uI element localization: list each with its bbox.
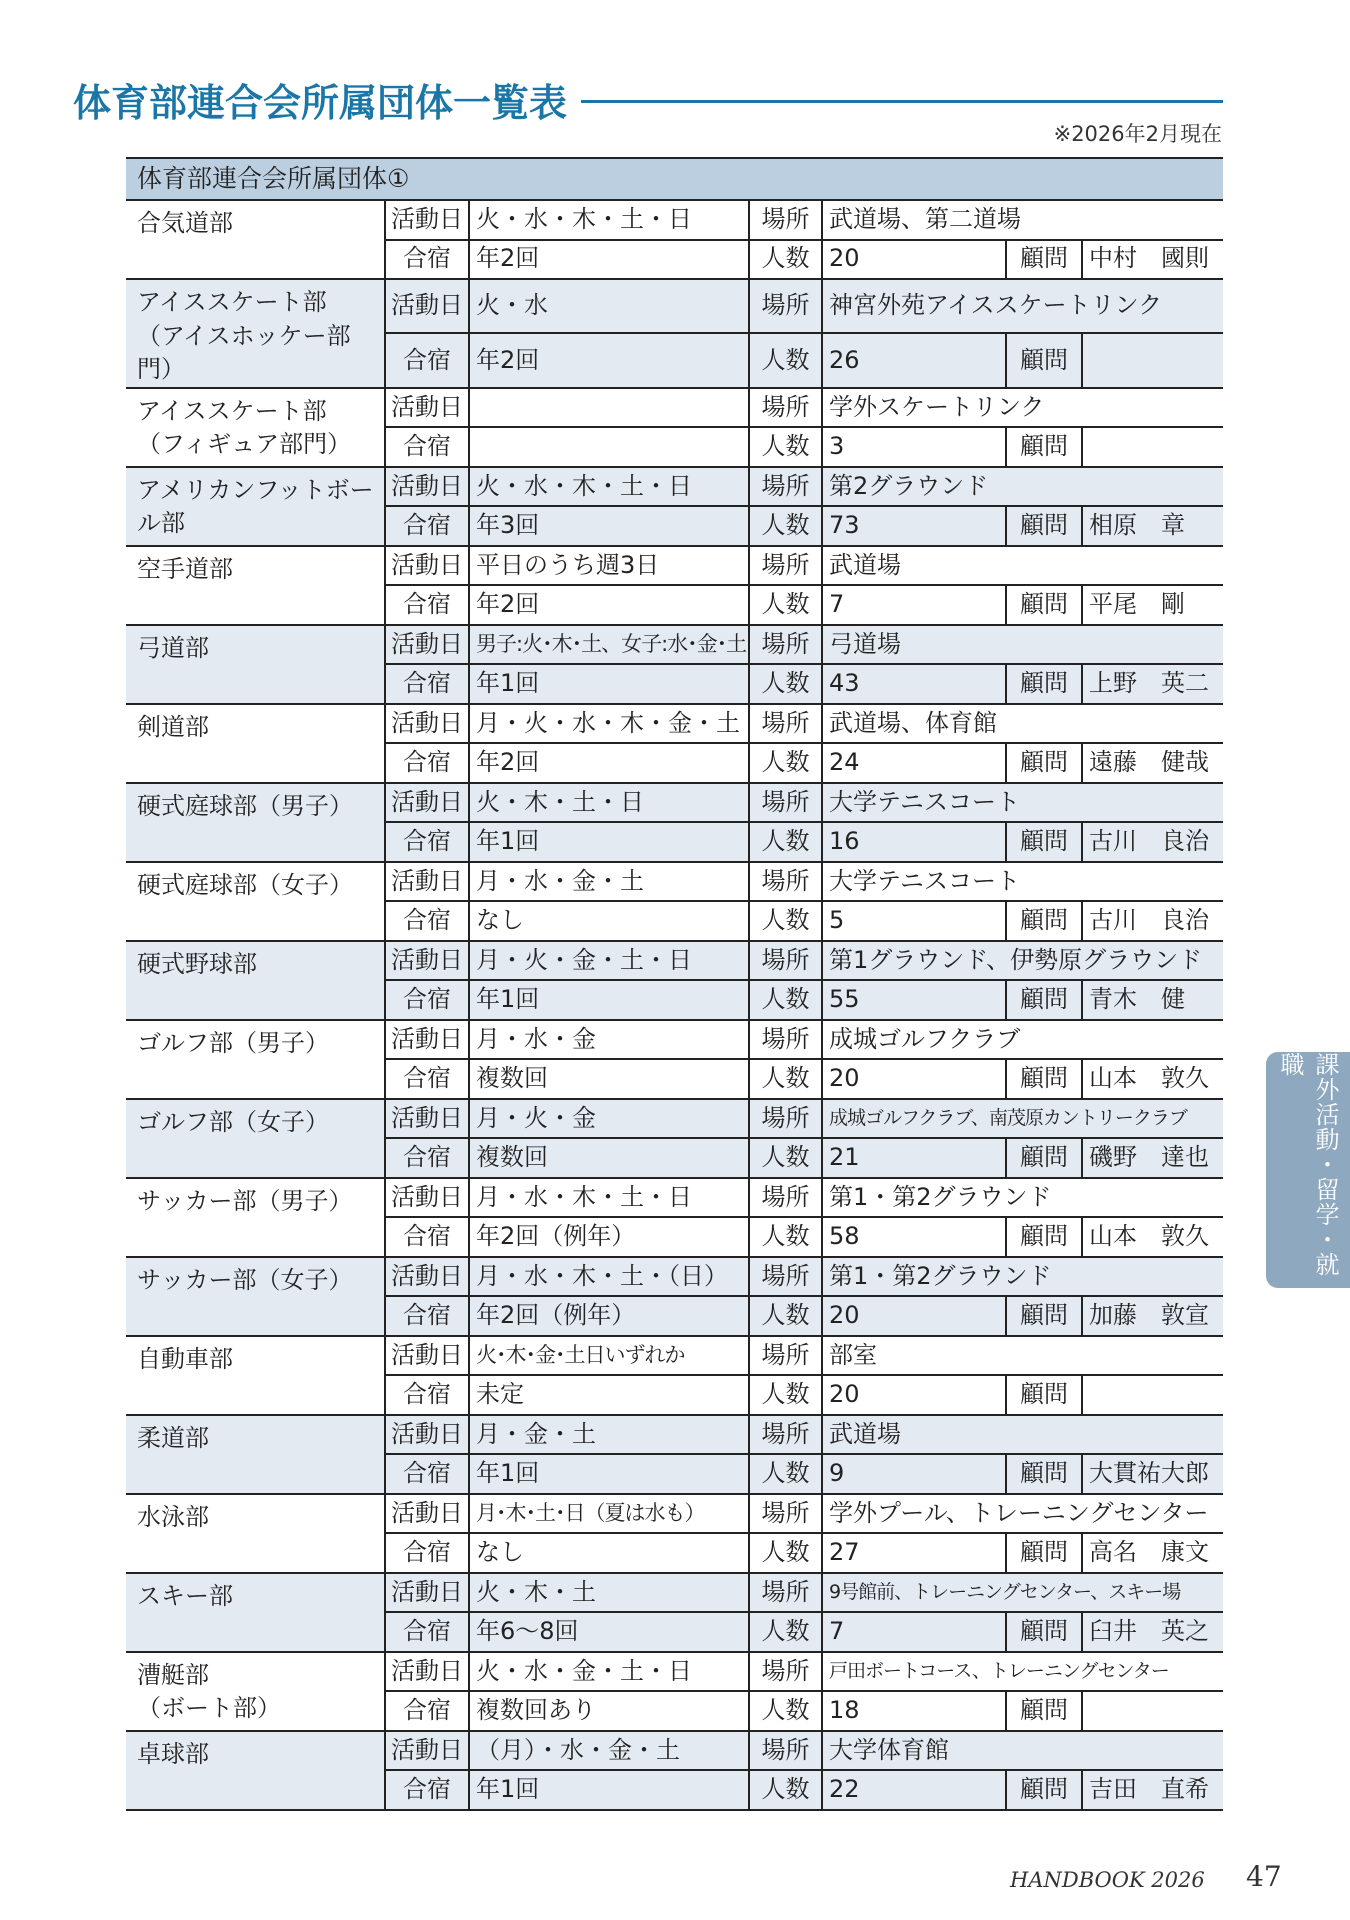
- place-label: 場所: [749, 704, 822, 744]
- advisor-label: 顧問: [1006, 822, 1082, 862]
- activity-days-value: 平日のうち週3日: [469, 546, 749, 586]
- club-row: [126, 1652, 1223, 1692]
- members-label: 人数: [749, 1770, 822, 1810]
- activity-days-label: 活動日: [385, 1731, 469, 1771]
- place-value: 弓道場: [822, 625, 1223, 665]
- activity-days-value: 月・水・木・土・（日）: [469, 1257, 749, 1297]
- place-label: 場所: [749, 1178, 822, 1218]
- activity-days-label: 活動日: [385, 1573, 469, 1613]
- club-row: [126, 546, 1223, 586]
- activity-days-label: 活動日: [385, 200, 469, 240]
- club-row: [126, 1020, 1223, 1060]
- activity-days-value: 月・火・金・土・日: [469, 941, 749, 981]
- members-value: 7: [822, 1612, 1006, 1652]
- camp-value: 年3回: [469, 506, 749, 546]
- place-value: 部室: [822, 1336, 1223, 1376]
- activity-days-label: 活動日: [385, 862, 469, 902]
- activity-days-label: 活動日: [385, 1020, 469, 1060]
- camp-label: 合宿: [385, 585, 469, 625]
- place-value: 第1グラウンド、伊勢原グラウンド: [822, 941, 1223, 981]
- members-value: 73: [822, 506, 1006, 546]
- advisor-value: 山本 敦久: [1082, 1059, 1223, 1099]
- title-rule: [581, 100, 1223, 103]
- club-row: [126, 200, 1223, 240]
- camp-label: 合宿: [385, 1454, 469, 1494]
- place-value: 大学テニスコート: [822, 783, 1223, 823]
- camp-label: 合宿: [385, 1612, 469, 1652]
- club-row: [126, 1336, 1223, 1376]
- activity-days-value: （月）・水・金・土: [469, 1731, 749, 1771]
- members-value: 9: [822, 1454, 1006, 1494]
- place-value: 第1・第2グラウンド: [822, 1178, 1223, 1218]
- place-label: 場所: [749, 467, 822, 507]
- advisor-value: 高名 康文: [1082, 1533, 1223, 1573]
- advisor-label: 顧問: [1006, 1138, 1082, 1178]
- members-value: 20: [822, 1375, 1006, 1415]
- club-name: サッカー部（女子）: [126, 1257, 385, 1336]
- club-name: 空手道部: [126, 546, 385, 625]
- members-value: 16: [822, 822, 1006, 862]
- page-header: [73, 72, 1223, 127]
- place-value: 神宮外苑アイススケートリンク: [822, 279, 1223, 333]
- activity-days-label: 活動日: [385, 388, 469, 428]
- advisor-label: 顧問: [1006, 743, 1082, 783]
- members-label: 人数: [749, 1454, 822, 1494]
- activity-days-label: 活動日: [385, 546, 469, 586]
- activity-days-label: 活動日: [385, 1415, 469, 1455]
- place-value: 第1・第2グラウンド: [822, 1257, 1223, 1297]
- members-value: 21: [822, 1138, 1006, 1178]
- place-label: 場所: [749, 1415, 822, 1455]
- place-value: 武道場、体育館: [822, 704, 1223, 744]
- activity-days-value: 月・水・金: [469, 1020, 749, 1060]
- place-label: 場所: [749, 546, 822, 586]
- activity-days-label: 活動日: [385, 941, 469, 981]
- club-row: [126, 1257, 1223, 1297]
- members-value: 20: [822, 1296, 1006, 1336]
- place-label: 場所: [749, 1494, 822, 1534]
- place-label: 場所: [749, 1020, 822, 1060]
- club-row: [126, 1178, 1223, 1218]
- advisor-value: 山本 敦久: [1082, 1217, 1223, 1257]
- members-value: 24: [822, 743, 1006, 783]
- activity-days-value: 月・火・水・木・金・土: [469, 704, 749, 744]
- camp-value: 年2回: [469, 743, 749, 783]
- club-name: スキー部: [126, 1573, 385, 1652]
- club-name: 弓道部: [126, 625, 385, 704]
- members-value: 20: [822, 1059, 1006, 1099]
- members-value: 7: [822, 585, 1006, 625]
- camp-label: 合宿: [385, 980, 469, 1020]
- camp-label: 合宿: [385, 664, 469, 704]
- place-value: 第2グラウンド: [822, 467, 1223, 507]
- side-tab[interactable]: [1266, 1052, 1350, 1288]
- club-name: 漕艇部 （ボート部）: [126, 1652, 385, 1731]
- advisor-label: 顧問: [1006, 240, 1082, 280]
- club-name: ゴルフ部（女子）: [126, 1099, 385, 1178]
- advisor-label: 顧問: [1006, 1375, 1082, 1415]
- camp-value: 年1回: [469, 1770, 749, 1810]
- place-label: 場所: [749, 1257, 822, 1297]
- section-header-row: [126, 158, 1223, 200]
- camp-label: 合宿: [385, 901, 469, 941]
- camp-value: [469, 427, 749, 467]
- place-value: 武道場: [822, 1415, 1223, 1455]
- members-label: 人数: [749, 1533, 822, 1573]
- camp-value: 未定: [469, 1375, 749, 1415]
- camp-value: 複数回あり: [469, 1691, 749, 1731]
- camp-value: 年2回: [469, 585, 749, 625]
- club-row: [126, 1099, 1223, 1139]
- club-row: [126, 279, 1223, 333]
- advisor-label: 顧問: [1006, 1770, 1082, 1810]
- place-value: 戸田ボートコース、トレーニングセンター: [822, 1652, 1223, 1692]
- camp-label: 合宿: [385, 1138, 469, 1178]
- club-row: [126, 1731, 1223, 1771]
- camp-label: 合宿: [385, 427, 469, 467]
- camp-label: 合宿: [385, 1770, 469, 1810]
- camp-label: 合宿: [385, 822, 469, 862]
- place-value: 大学テニスコート: [822, 862, 1223, 902]
- members-label: 人数: [749, 240, 822, 280]
- members-label: 人数: [749, 980, 822, 1020]
- place-label: 場所: [749, 625, 822, 665]
- activity-days-label: 活動日: [385, 783, 469, 823]
- camp-label: 合宿: [385, 1533, 469, 1573]
- activity-days-value: 月･木･土･日（夏は水も）: [469, 1494, 749, 1534]
- place-value: 大学体育館: [822, 1731, 1223, 1771]
- members-label: 人数: [749, 822, 822, 862]
- advisor-value: 古川 良治: [1082, 901, 1223, 941]
- activity-days-value: 火・水・木・土・日: [469, 200, 749, 240]
- club-name: サッカー部（男子）: [126, 1178, 385, 1257]
- place-label: 場所: [749, 1336, 822, 1376]
- camp-label: 合宿: [385, 1691, 469, 1731]
- activity-days-value: 火・水: [469, 279, 749, 333]
- activity-days-value: 月・水・木・土・日: [469, 1178, 749, 1218]
- members-label: 人数: [749, 1612, 822, 1652]
- place-label: 場所: [749, 1573, 822, 1613]
- camp-value: 年1回: [469, 1454, 749, 1494]
- members-label: 人数: [749, 664, 822, 704]
- members-label: 人数: [749, 585, 822, 625]
- camp-label: 合宿: [385, 1375, 469, 1415]
- club-table: [126, 157, 1223, 1811]
- activity-days-label: 活動日: [385, 467, 469, 507]
- club-name: 合気道部: [126, 200, 385, 279]
- club-row: [126, 1494, 1223, 1534]
- activity-days-value: 男子:火･木･土、女子:水･金･土: [469, 625, 749, 665]
- members-label: 人数: [749, 1691, 822, 1731]
- members-value: 3: [822, 427, 1006, 467]
- camp-label: 合宿: [385, 1296, 469, 1336]
- camp-label: 合宿: [385, 333, 469, 387]
- advisor-label: 顧問: [1006, 901, 1082, 941]
- camp-label: 合宿: [385, 506, 469, 546]
- members-label: 人数: [749, 901, 822, 941]
- members-label: 人数: [749, 1217, 822, 1257]
- camp-value: 年2回: [469, 333, 749, 387]
- camp-value: 年2回（例年）: [469, 1296, 749, 1336]
- place-label: 場所: [749, 783, 822, 823]
- place-value: 武道場、第二道場: [822, 200, 1223, 240]
- camp-value: 年1回: [469, 822, 749, 862]
- place-label: 場所: [749, 279, 822, 333]
- club-name: 卓球部: [126, 1731, 385, 1810]
- members-value: 22: [822, 1770, 1006, 1810]
- advisor-label: 顧問: [1006, 1691, 1082, 1731]
- advisor-label: 顧問: [1006, 506, 1082, 546]
- advisor-label: 顧問: [1006, 1612, 1082, 1652]
- advisor-value: 大貫祐大郎: [1082, 1454, 1223, 1494]
- advisor-value: 相原 章: [1082, 506, 1223, 546]
- activity-days-value: 火・木・土: [469, 1573, 749, 1613]
- members-label: 人数: [749, 743, 822, 783]
- club-row: [126, 467, 1223, 507]
- activity-days-value: 月・火・金: [469, 1099, 749, 1139]
- advisor-value: 吉田 直希: [1082, 1770, 1223, 1810]
- club-row: [126, 1573, 1223, 1613]
- advisor-value: 古川 良治: [1082, 822, 1223, 862]
- members-value: 20: [822, 240, 1006, 280]
- place-value: 9号館前、トレーニングセンター、スキー場: [822, 1573, 1223, 1613]
- activity-days-label: 活動日: [385, 1652, 469, 1692]
- place-value: 学外プール、トレーニングセンター: [822, 1494, 1223, 1534]
- camp-value: 年1回: [469, 664, 749, 704]
- advisor-value: 平尾 剛: [1082, 585, 1223, 625]
- place-value: 武道場: [822, 546, 1223, 586]
- club-row: [126, 783, 1223, 823]
- club-name: ゴルフ部（男子）: [126, 1020, 385, 1099]
- page-title: 体育部連合会所属団体一覧表: [73, 81, 568, 125]
- club-name: アイススケート部 （アイスホッケー部門）: [126, 279, 385, 388]
- club-name: 硬式庭球部（男子）: [126, 783, 385, 862]
- place-value: 成城ゴルフクラブ、南茂原カントリークラブ: [822, 1099, 1223, 1139]
- club-row: [126, 704, 1223, 744]
- camp-label: 合宿: [385, 240, 469, 280]
- activity-days-label: 活動日: [385, 1494, 469, 1534]
- camp-value: なし: [469, 901, 749, 941]
- camp-value: 年2回: [469, 240, 749, 280]
- place-label: 場所: [749, 1731, 822, 1771]
- club-name: 硬式野球部: [126, 941, 385, 1020]
- activity-days-value: 火・水・木・土・日: [469, 467, 749, 507]
- activity-days-label: 活動日: [385, 279, 469, 333]
- advisor-value: [1082, 427, 1223, 467]
- advisor-value: 上野 英二: [1082, 664, 1223, 704]
- place-label: 場所: [749, 941, 822, 981]
- place-label: 場所: [749, 1099, 822, 1139]
- camp-label: 合宿: [385, 1217, 469, 1257]
- camp-value: 年1回: [469, 980, 749, 1020]
- members-value: 58: [822, 1217, 1006, 1257]
- activity-days-label: 活動日: [385, 704, 469, 744]
- club-row: [126, 862, 1223, 902]
- activity-days-value: 火・木・土・日: [469, 783, 749, 823]
- advisor-value: 中村 國則: [1082, 240, 1223, 280]
- members-label: 人数: [749, 1375, 822, 1415]
- club-name: 硬式庭球部（女子）: [126, 862, 385, 941]
- activity-days-value: 火･木･金･土日いずれか: [469, 1336, 749, 1376]
- place-label: 場所: [749, 1652, 822, 1692]
- club-row: [126, 388, 1223, 428]
- members-label: 人数: [749, 1296, 822, 1336]
- advisor-value: 臼井 英之: [1082, 1612, 1223, 1652]
- members-label: 人数: [749, 506, 822, 546]
- advisor-label: 顧問: [1006, 980, 1082, 1020]
- club-row: [126, 941, 1223, 981]
- place-value: 学外スケートリンク: [822, 388, 1223, 428]
- members-label: 人数: [749, 1138, 822, 1178]
- place-value: 成城ゴルフクラブ: [822, 1020, 1223, 1060]
- section-header: 体育部連合会所属団体①: [126, 158, 1223, 200]
- camp-label: 合宿: [385, 743, 469, 783]
- activity-days-label: 活動日: [385, 625, 469, 665]
- camp-value: 複数回: [469, 1059, 749, 1099]
- club-row: [126, 1415, 1223, 1455]
- club-name: 剣道部: [126, 704, 385, 783]
- advisor-label: 顧問: [1006, 1217, 1082, 1257]
- advisor-label: 顧問: [1006, 585, 1082, 625]
- advisor-value: 青木 健: [1082, 980, 1223, 1020]
- members-label: 人数: [749, 333, 822, 387]
- advisor-value: 磯野 達也: [1082, 1138, 1223, 1178]
- advisor-value: 加藤 敦宣: [1082, 1296, 1223, 1336]
- camp-value: 年2回（例年）: [469, 1217, 749, 1257]
- club-row: [126, 625, 1223, 665]
- place-label: 場所: [749, 388, 822, 428]
- activity-days-label: 活動日: [385, 1257, 469, 1297]
- advisor-value: [1082, 1375, 1223, 1415]
- advisor-label: 顧問: [1006, 333, 1082, 387]
- club-name: 柔道部: [126, 1415, 385, 1494]
- camp-value: 年6～8回: [469, 1612, 749, 1652]
- activity-days-value: [469, 388, 749, 428]
- page-number: 47: [1246, 1860, 1282, 1893]
- club-name: 水泳部: [126, 1494, 385, 1573]
- footer-handbook: HANDBOOK 2026: [1010, 1868, 1205, 1892]
- advisor-label: 顧問: [1006, 1296, 1082, 1336]
- advisor-value: [1082, 333, 1223, 387]
- place-label: 場所: [749, 200, 822, 240]
- club-name: 自動車部: [126, 1336, 385, 1415]
- members-label: 人数: [749, 427, 822, 467]
- members-value: 18: [822, 1691, 1006, 1731]
- camp-value: 複数回: [469, 1138, 749, 1178]
- activity-days-value: 月・金・土: [469, 1415, 749, 1455]
- advisor-value: 遠藤 健哉: [1082, 743, 1223, 783]
- as-of-date: ※2026年2月現在: [1053, 122, 1222, 146]
- side-tab-label: 課外活動・留学・就職: [1276, 1052, 1339, 1277]
- activity-days-value: 月・水・金・土: [469, 862, 749, 902]
- camp-label: 合宿: [385, 1059, 469, 1099]
- members-label: 人数: [749, 1059, 822, 1099]
- members-value: 26: [822, 333, 1006, 387]
- members-value: 5: [822, 901, 1006, 941]
- advisor-label: 顧問: [1006, 1059, 1082, 1099]
- members-value: 27: [822, 1533, 1006, 1573]
- advisor-label: 顧問: [1006, 664, 1082, 704]
- activity-days-label: 活動日: [385, 1099, 469, 1139]
- advisor-label: 顧問: [1006, 427, 1082, 467]
- activity-days-label: 活動日: [385, 1336, 469, 1376]
- advisor-label: 顧問: [1006, 1454, 1082, 1494]
- club-name: アイススケート部 （フィギュア部門）: [126, 388, 385, 467]
- place-label: 場所: [749, 862, 822, 902]
- camp-value: なし: [469, 1533, 749, 1573]
- members-value: 43: [822, 664, 1006, 704]
- advisor-label: 顧問: [1006, 1533, 1082, 1573]
- activity-days-label: 活動日: [385, 1178, 469, 1218]
- club-name: アメリカンフットボール部: [126, 467, 385, 546]
- members-value: 55: [822, 980, 1006, 1020]
- activity-days-value: 火・水・金・土・日: [469, 1652, 749, 1692]
- advisor-value: [1082, 1691, 1223, 1731]
